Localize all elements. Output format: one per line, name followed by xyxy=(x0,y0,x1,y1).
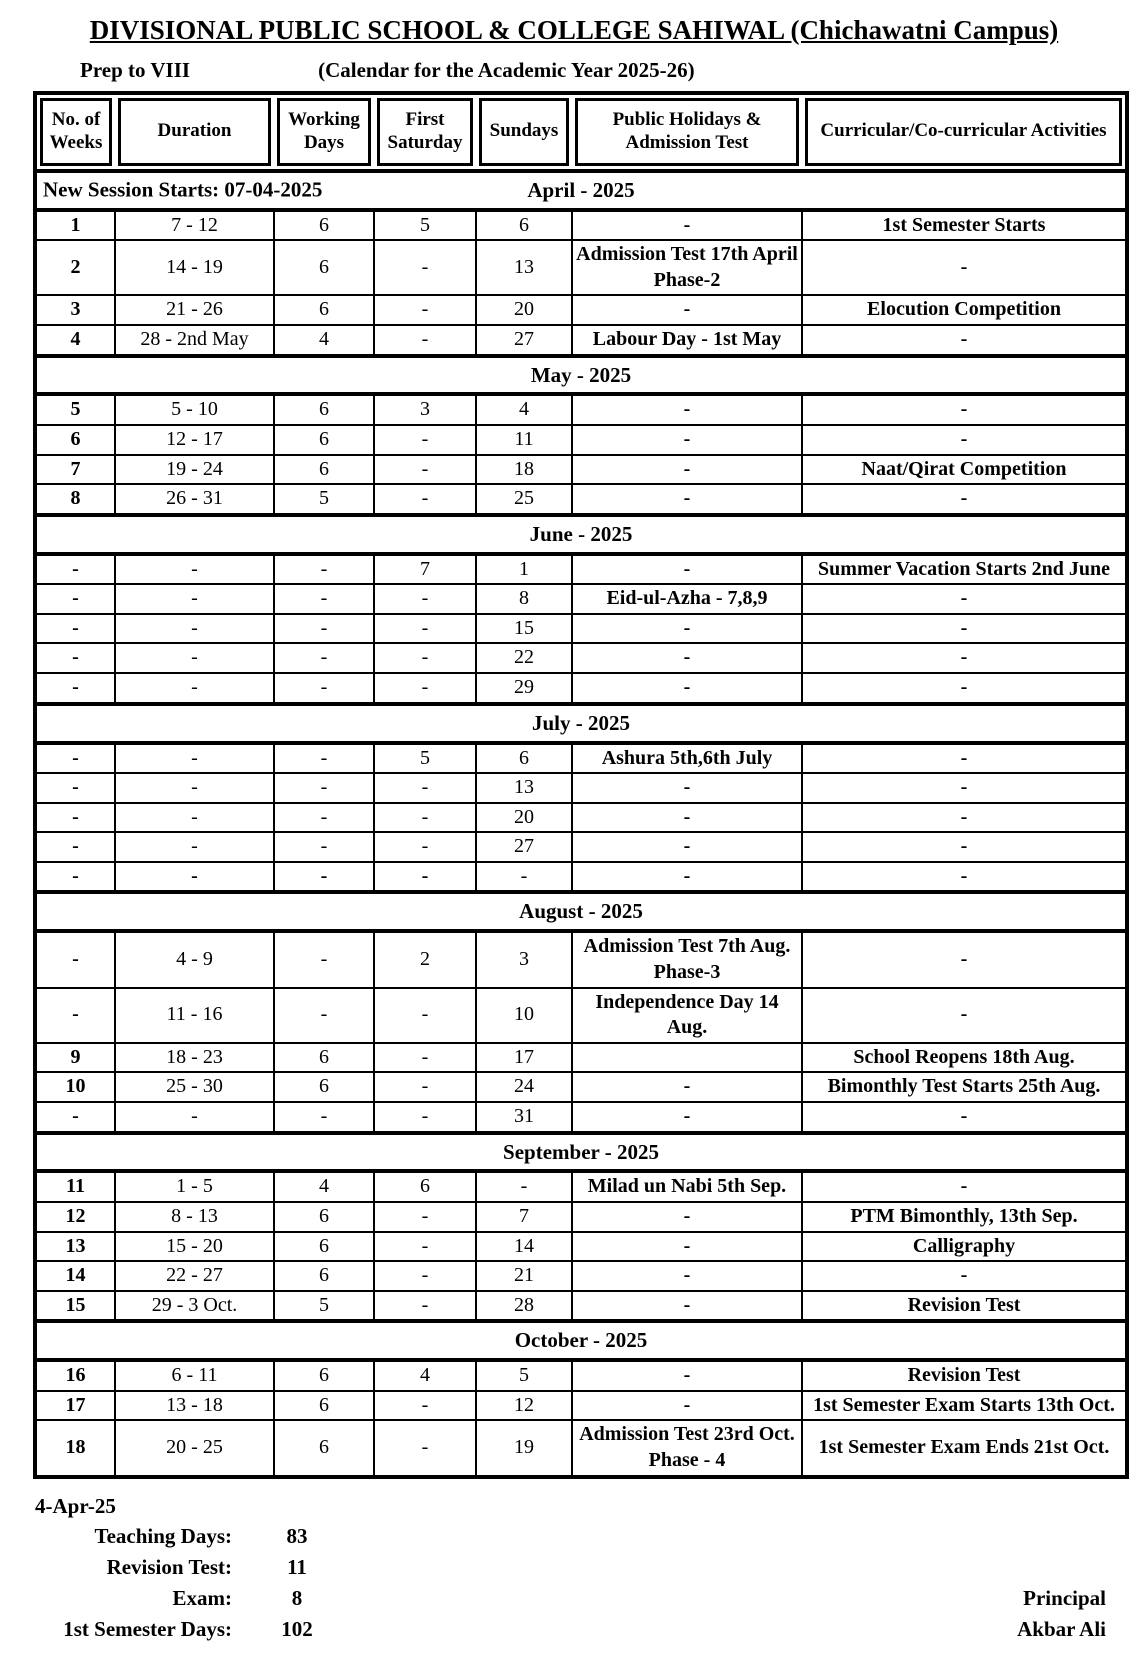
weeks-column-header: No. of Weeks xyxy=(40,98,112,166)
duration-cell: 28 - 2nd May xyxy=(115,325,274,356)
holiday-cell: - xyxy=(572,1391,802,1421)
month-label: August - 2025 xyxy=(519,899,643,924)
first-saturday-cell: 6 xyxy=(374,1171,476,1202)
duration-cell: 19 - 24 xyxy=(115,455,274,485)
stat-label: 1st Semester Days: xyxy=(63,1616,232,1641)
sundays-cell: 3 xyxy=(476,931,572,987)
holiday-cell: - xyxy=(572,554,802,585)
first-saturday-cell: - xyxy=(374,862,476,893)
first-saturday-cell: - xyxy=(374,1391,476,1421)
sundays-cell: 12 xyxy=(476,1391,572,1421)
activity-cell: - xyxy=(802,240,1127,295)
week-cell: - xyxy=(35,643,115,673)
sundays-cell: 27 xyxy=(476,832,572,862)
week-row xyxy=(35,1291,1127,1322)
sundays-cell: 4 xyxy=(476,394,572,425)
stat-value: 8 xyxy=(291,1585,303,1610)
issue-date: 4-Apr-25 xyxy=(35,1493,116,1518)
month-label: September - 2025 xyxy=(503,1139,659,1164)
subtitle-row xyxy=(0,58,1148,83)
week-row xyxy=(35,1102,1127,1133)
week-cell: 8 xyxy=(35,484,115,515)
first-saturday-cell: 5 xyxy=(374,743,476,774)
sundays-cell: 11 xyxy=(476,425,572,455)
sundays-cell: 15 xyxy=(476,614,572,644)
duration-cell: 6 - 11 xyxy=(115,1360,274,1391)
month-header-row xyxy=(35,515,1127,554)
holiday-cell: Admission Test 23rd Oct. Phase - 4 xyxy=(572,1420,802,1476)
activity-cell: - xyxy=(802,773,1127,803)
week-cell: - xyxy=(35,931,115,987)
working-days-cell: - xyxy=(274,1102,374,1133)
first-saturday-cell: - xyxy=(374,295,476,325)
working-days-cell: - xyxy=(274,862,374,893)
month-label: May - 2025 xyxy=(530,362,632,387)
week-cell: 13 xyxy=(35,1232,115,1262)
working-days-cell: 6 xyxy=(274,1391,374,1421)
duration-cell: 4 - 9 xyxy=(115,931,274,987)
holiday-cell: - xyxy=(572,832,802,862)
duration-cell: 26 - 31 xyxy=(115,484,274,515)
duration-cell: 29 - 3 Oct. xyxy=(115,1291,274,1322)
page-title: DIVISIONAL PUBLIC SCHOOL & COLLEGE SAHIWAL (Chichawatni Campus) xyxy=(89,15,1059,45)
holiday-cell: - xyxy=(572,1291,802,1322)
holiday-cell: - xyxy=(572,862,802,893)
sundays-cell: 29 xyxy=(476,673,572,704)
first-saturday-cell: - xyxy=(374,425,476,455)
holiday-cell: - xyxy=(572,425,802,455)
holiday-cell: Admission Test 17th April Phase-2 xyxy=(572,240,802,295)
activity-cell: School Reopens 18th Aug. xyxy=(802,1043,1127,1073)
week-row xyxy=(35,803,1127,833)
first-saturday-cell: 7 xyxy=(374,554,476,585)
week-cell: 7 xyxy=(35,455,115,485)
month-label: July - 2025 xyxy=(531,710,630,735)
first-saturday-cell: 3 xyxy=(374,394,476,425)
sundays-cell: 28 xyxy=(476,1291,572,1322)
activity-cell: - xyxy=(802,1102,1127,1133)
holidays-column-header: Public Holidays & Admission Test xyxy=(575,98,799,166)
month-header-row xyxy=(35,704,1127,743)
duration-column-header: Duration xyxy=(118,98,271,166)
duration-cell: 12 - 17 xyxy=(115,425,274,455)
activity-cell: Calligraphy xyxy=(802,1232,1127,1262)
week-row xyxy=(35,295,1127,325)
holiday-cell: - xyxy=(572,1072,802,1102)
week-row xyxy=(35,1202,1127,1232)
sundays-cell: 20 xyxy=(476,295,572,325)
holiday-cell: Eid-ul-Azha - 7,8,9 xyxy=(572,584,802,614)
activity-cell: - xyxy=(802,832,1127,862)
session-note: New Session Starts: 07-04-2025 xyxy=(43,177,323,202)
week-row xyxy=(35,1391,1127,1421)
week-cell: - xyxy=(35,673,115,704)
first-saturday-cell: - xyxy=(374,773,476,803)
activity-cell: Revision Test xyxy=(802,1291,1127,1322)
working-days-cell: - xyxy=(274,931,374,987)
holiday-cell: - xyxy=(572,673,802,704)
working-days-cell: 6 xyxy=(274,425,374,455)
week-cell: - xyxy=(35,832,115,862)
week-row xyxy=(35,832,1127,862)
week-row xyxy=(35,1171,1127,1202)
holiday-cell: - xyxy=(572,455,802,485)
holiday-cell xyxy=(572,1043,802,1073)
holiday-cell: - xyxy=(572,1102,802,1133)
activity-cell: - xyxy=(802,803,1127,833)
duration-cell: 18 - 23 xyxy=(115,1043,274,1073)
activity-cell: 1st Semester Starts xyxy=(802,210,1127,241)
week-row xyxy=(35,988,1127,1043)
first-saturday-cell: - xyxy=(374,988,476,1043)
sundays-cell: 25 xyxy=(476,484,572,515)
working-days-column-header: Working Days xyxy=(277,98,371,166)
duration-cell: 14 - 19 xyxy=(115,240,274,295)
stat-row xyxy=(0,1552,1148,1583)
working-days-cell: 6 xyxy=(274,1420,374,1476)
activity-cell: - xyxy=(802,1171,1127,1202)
month-header-row xyxy=(35,1133,1127,1172)
duration-cell: - xyxy=(115,803,274,833)
holiday-cell: - xyxy=(572,295,802,325)
activity-cell: Elocution Competition xyxy=(802,295,1127,325)
holiday-cell: - xyxy=(572,210,802,241)
working-days-cell: 5 xyxy=(274,1291,374,1322)
holiday-cell: Ashura 5th,6th July xyxy=(572,743,802,774)
holiday-cell: Independence Day 14 Aug. xyxy=(572,988,802,1043)
duration-cell: 7 - 12 xyxy=(115,210,274,241)
week-cell: 6 xyxy=(35,425,115,455)
duration-cell: 21 - 26 xyxy=(115,295,274,325)
working-days-cell: 6 xyxy=(274,240,374,295)
month-label: October - 2025 xyxy=(514,1328,648,1353)
activity-cell: - xyxy=(802,394,1127,425)
week-cell: 18 xyxy=(35,1420,115,1476)
working-days-cell: 6 xyxy=(274,455,374,485)
sundays-cell: 18 xyxy=(476,455,572,485)
week-row xyxy=(35,1261,1127,1291)
working-days-cell: - xyxy=(274,614,374,644)
holiday-cell: Admission Test 7th Aug. Phase-3 xyxy=(572,931,802,987)
sundays-cell: - xyxy=(476,862,572,893)
first-saturday-cell: 4 xyxy=(374,1360,476,1391)
first-saturday-cell: - xyxy=(374,455,476,485)
week-cell: - xyxy=(35,803,115,833)
sundays-cell: 19 xyxy=(476,1420,572,1476)
first-saturday-cell: - xyxy=(374,1043,476,1073)
week-cell: - xyxy=(35,1102,115,1133)
working-days-cell: - xyxy=(274,673,374,704)
week-cell: 4 xyxy=(35,325,115,356)
week-cell: 12 xyxy=(35,1202,115,1232)
week-cell: - xyxy=(35,743,115,774)
first-saturday-cell: - xyxy=(374,240,476,295)
duration-cell: 11 - 16 xyxy=(115,988,274,1043)
week-row xyxy=(35,773,1127,803)
week-cell: 11 xyxy=(35,1171,115,1202)
activity-cell: - xyxy=(802,988,1127,1043)
week-cell: 10 xyxy=(35,1072,115,1102)
first-saturday-cell: 2 xyxy=(374,931,476,987)
week-cell: - xyxy=(35,614,115,644)
month-header-row xyxy=(35,892,1127,931)
week-row xyxy=(35,673,1127,704)
stat-value: 83 xyxy=(286,1523,308,1548)
first-saturday-cell: - xyxy=(374,1232,476,1262)
activity-cell: - xyxy=(802,484,1127,515)
week-cell: 9 xyxy=(35,1043,115,1073)
signature-block xyxy=(1017,1583,1106,1645)
working-days-cell: 6 xyxy=(274,394,374,425)
activities-column-header: Curricular/Co-curricular Activities xyxy=(805,98,1122,166)
week-cell: 17 xyxy=(35,1391,115,1421)
working-days-cell: 6 xyxy=(274,1072,374,1102)
week-row xyxy=(35,1360,1127,1391)
first-saturday-cell: - xyxy=(374,1072,476,1102)
duration-cell: 8 - 13 xyxy=(115,1202,274,1232)
week-row xyxy=(35,394,1127,425)
duration-cell: - xyxy=(115,614,274,644)
week-row xyxy=(35,554,1127,585)
duration-cell: 25 - 30 xyxy=(115,1072,274,1102)
activity-cell: - xyxy=(802,325,1127,356)
working-days-cell: - xyxy=(274,773,374,803)
working-days-cell: 6 xyxy=(274,210,374,241)
duration-cell: - xyxy=(115,554,274,585)
activity-cell: - xyxy=(802,743,1127,774)
holiday-cell: - xyxy=(572,614,802,644)
week-cell: - xyxy=(35,554,115,585)
month-label: April - 2025 xyxy=(527,177,635,202)
sundays-cell: 31 xyxy=(476,1102,572,1133)
first-saturday-cell: - xyxy=(374,1102,476,1133)
first-saturday-cell: - xyxy=(374,614,476,644)
stat-label: Teaching Days: xyxy=(94,1523,232,1548)
stat-value: 102 xyxy=(281,1616,313,1641)
sundays-cell: 5 xyxy=(476,1360,572,1391)
activity-cell: PTM Bimonthly, 13th Sep. xyxy=(802,1202,1127,1232)
first-saturday-cell: - xyxy=(374,1420,476,1476)
week-row xyxy=(35,1072,1127,1102)
working-days-cell: - xyxy=(274,832,374,862)
week-cell: 14 xyxy=(35,1261,115,1291)
week-cell: - xyxy=(35,862,115,893)
activity-cell: - xyxy=(802,673,1127,704)
working-days-cell: - xyxy=(274,643,374,673)
duration-cell: 15 - 20 xyxy=(115,1232,274,1262)
working-days-cell: 6 xyxy=(274,1043,374,1073)
working-days-cell: 6 xyxy=(274,1202,374,1232)
working-days-cell: 6 xyxy=(274,1261,374,1291)
holiday-cell: - xyxy=(572,1261,802,1291)
signature-name: Akbar Ali xyxy=(1017,1616,1106,1641)
duration-cell: - xyxy=(115,743,274,774)
working-days-cell: 6 xyxy=(274,295,374,325)
duration-cell: - xyxy=(115,643,274,673)
first-saturday-column-header: First Saturday xyxy=(377,98,473,166)
activity-cell: - xyxy=(802,1261,1127,1291)
calendar-caption: (Calendar for the Academic Year 2025-26) xyxy=(318,57,695,82)
week-cell: - xyxy=(35,988,115,1043)
first-saturday-cell: - xyxy=(374,1202,476,1232)
activity-cell: Summer Vacation Starts 2nd June xyxy=(802,554,1127,585)
sundays-cell: 8 xyxy=(476,584,572,614)
month-label: June - 2025 xyxy=(529,521,633,546)
week-cell: 15 xyxy=(35,1291,115,1322)
week-cell: 2 xyxy=(35,240,115,295)
activity-cell: - xyxy=(802,425,1127,455)
week-cell: 3 xyxy=(35,295,115,325)
holiday-cell: Milad un Nabi 5th Sep. xyxy=(572,1171,802,1202)
working-days-cell: 5 xyxy=(274,484,374,515)
holiday-cell: - xyxy=(572,803,802,833)
week-row xyxy=(35,743,1127,774)
footer xyxy=(0,1491,1148,1645)
holiday-cell: Labour Day - 1st May xyxy=(572,325,802,356)
duration-cell: 1 - 5 xyxy=(115,1171,274,1202)
sundays-cell: 1 xyxy=(476,554,572,585)
duration-cell: 22 - 27 xyxy=(115,1261,274,1291)
first-saturday-cell: - xyxy=(374,673,476,704)
sundays-cell: 17 xyxy=(476,1043,572,1073)
sundays-cell: 14 xyxy=(476,1232,572,1262)
week-cell: 1 xyxy=(35,210,115,241)
stat-label: Revision Test: xyxy=(106,1554,232,1579)
sundays-cell: - xyxy=(476,1171,572,1202)
working-days-cell: - xyxy=(274,803,374,833)
signature-title: Principal xyxy=(1023,1585,1106,1610)
activity-cell: - xyxy=(802,614,1127,644)
sundays-cell: 24 xyxy=(476,1072,572,1102)
sundays-cell: 6 xyxy=(476,210,572,241)
activity-cell: 1st Semester Exam Starts 13th Oct. xyxy=(802,1391,1127,1421)
activity-cell: - xyxy=(802,643,1127,673)
working-days-cell: - xyxy=(274,584,374,614)
duration-cell: - xyxy=(115,673,274,704)
first-saturday-cell: - xyxy=(374,1261,476,1291)
sundays-cell: 20 xyxy=(476,803,572,833)
working-days-cell: - xyxy=(274,743,374,774)
activity-cell: - xyxy=(802,862,1127,893)
week-cell: 5 xyxy=(35,394,115,425)
first-saturday-cell: - xyxy=(374,803,476,833)
week-cell: - xyxy=(35,773,115,803)
activity-cell: Bimonthly Test Starts 25th Aug. xyxy=(802,1072,1127,1102)
first-saturday-cell: - xyxy=(374,325,476,356)
first-saturday-cell: - xyxy=(374,643,476,673)
week-row xyxy=(35,584,1127,614)
sundays-column-header: Sundays xyxy=(479,98,569,166)
holiday-cell: - xyxy=(572,773,802,803)
first-saturday-cell: - xyxy=(374,1291,476,1322)
calendar-table xyxy=(33,91,1129,1479)
week-row xyxy=(35,484,1127,515)
holiday-cell: - xyxy=(572,1232,802,1262)
stat-value: 11 xyxy=(287,1554,307,1579)
sundays-cell: 10 xyxy=(476,988,572,1043)
week-row xyxy=(35,614,1127,644)
working-days-cell: 6 xyxy=(274,1360,374,1391)
working-days-cell: - xyxy=(274,554,374,585)
working-days-cell: 4 xyxy=(274,1171,374,1202)
first-saturday-cell: - xyxy=(374,484,476,515)
column-header-row xyxy=(35,93,1127,171)
stat-label: Exam: xyxy=(172,1585,232,1610)
sundays-cell: 7 xyxy=(476,1202,572,1232)
first-saturday-cell: 5 xyxy=(374,210,476,241)
week-row xyxy=(35,455,1127,485)
duration-cell: - xyxy=(115,862,274,893)
holiday-cell: - xyxy=(572,1202,802,1232)
working-days-cell: - xyxy=(274,988,374,1043)
week-row xyxy=(35,425,1127,455)
stat-row xyxy=(0,1614,1148,1645)
week-row xyxy=(35,931,1127,987)
activity-cell: Revision Test xyxy=(802,1360,1127,1391)
week-row xyxy=(35,862,1127,893)
activity-cell: - xyxy=(802,584,1127,614)
holiday-cell: - xyxy=(572,394,802,425)
week-row xyxy=(35,325,1127,356)
sundays-cell: 13 xyxy=(476,240,572,295)
week-row xyxy=(35,1420,1127,1476)
week-row xyxy=(35,1043,1127,1073)
activity-cell: Naat/Qirat Competition xyxy=(802,455,1127,485)
duration-cell: - xyxy=(115,1102,274,1133)
duration-cell: - xyxy=(115,584,274,614)
month-header-row xyxy=(35,1321,1127,1360)
activity-cell: 1st Semester Exam Ends 21st Oct. xyxy=(802,1420,1127,1476)
duration-cell: 13 - 18 xyxy=(115,1391,274,1421)
sundays-cell: 21 xyxy=(476,1261,572,1291)
holiday-cell: - xyxy=(572,484,802,515)
duration-cell: - xyxy=(115,832,274,862)
working-days-cell: 6 xyxy=(274,1232,374,1262)
week-cell: 16 xyxy=(35,1360,115,1391)
week-cell: - xyxy=(35,584,115,614)
summary-stats xyxy=(0,1521,1148,1645)
week-row xyxy=(35,1232,1127,1262)
sundays-cell: 6 xyxy=(476,743,572,774)
month-header-row xyxy=(35,356,1127,395)
sundays-cell: 22 xyxy=(476,643,572,673)
stat-row xyxy=(0,1521,1148,1552)
working-days-cell: 4 xyxy=(274,325,374,356)
activity-cell: - xyxy=(802,931,1127,987)
holiday-cell: - xyxy=(572,1360,802,1391)
week-row xyxy=(35,240,1127,295)
holiday-cell: - xyxy=(572,643,802,673)
stat-row xyxy=(0,1583,1148,1614)
first-saturday-cell: - xyxy=(374,832,476,862)
sundays-cell: 13 xyxy=(476,773,572,803)
duration-cell: 20 - 25 xyxy=(115,1420,274,1476)
week-row xyxy=(35,210,1127,241)
duration-cell: 5 - 10 xyxy=(115,394,274,425)
first-saturday-cell: - xyxy=(374,584,476,614)
sundays-cell: 27 xyxy=(476,325,572,356)
month-header-row xyxy=(35,171,1127,210)
duration-cell: - xyxy=(115,773,274,803)
week-row xyxy=(35,643,1127,673)
class-range-label: Prep to VIII xyxy=(80,57,191,82)
